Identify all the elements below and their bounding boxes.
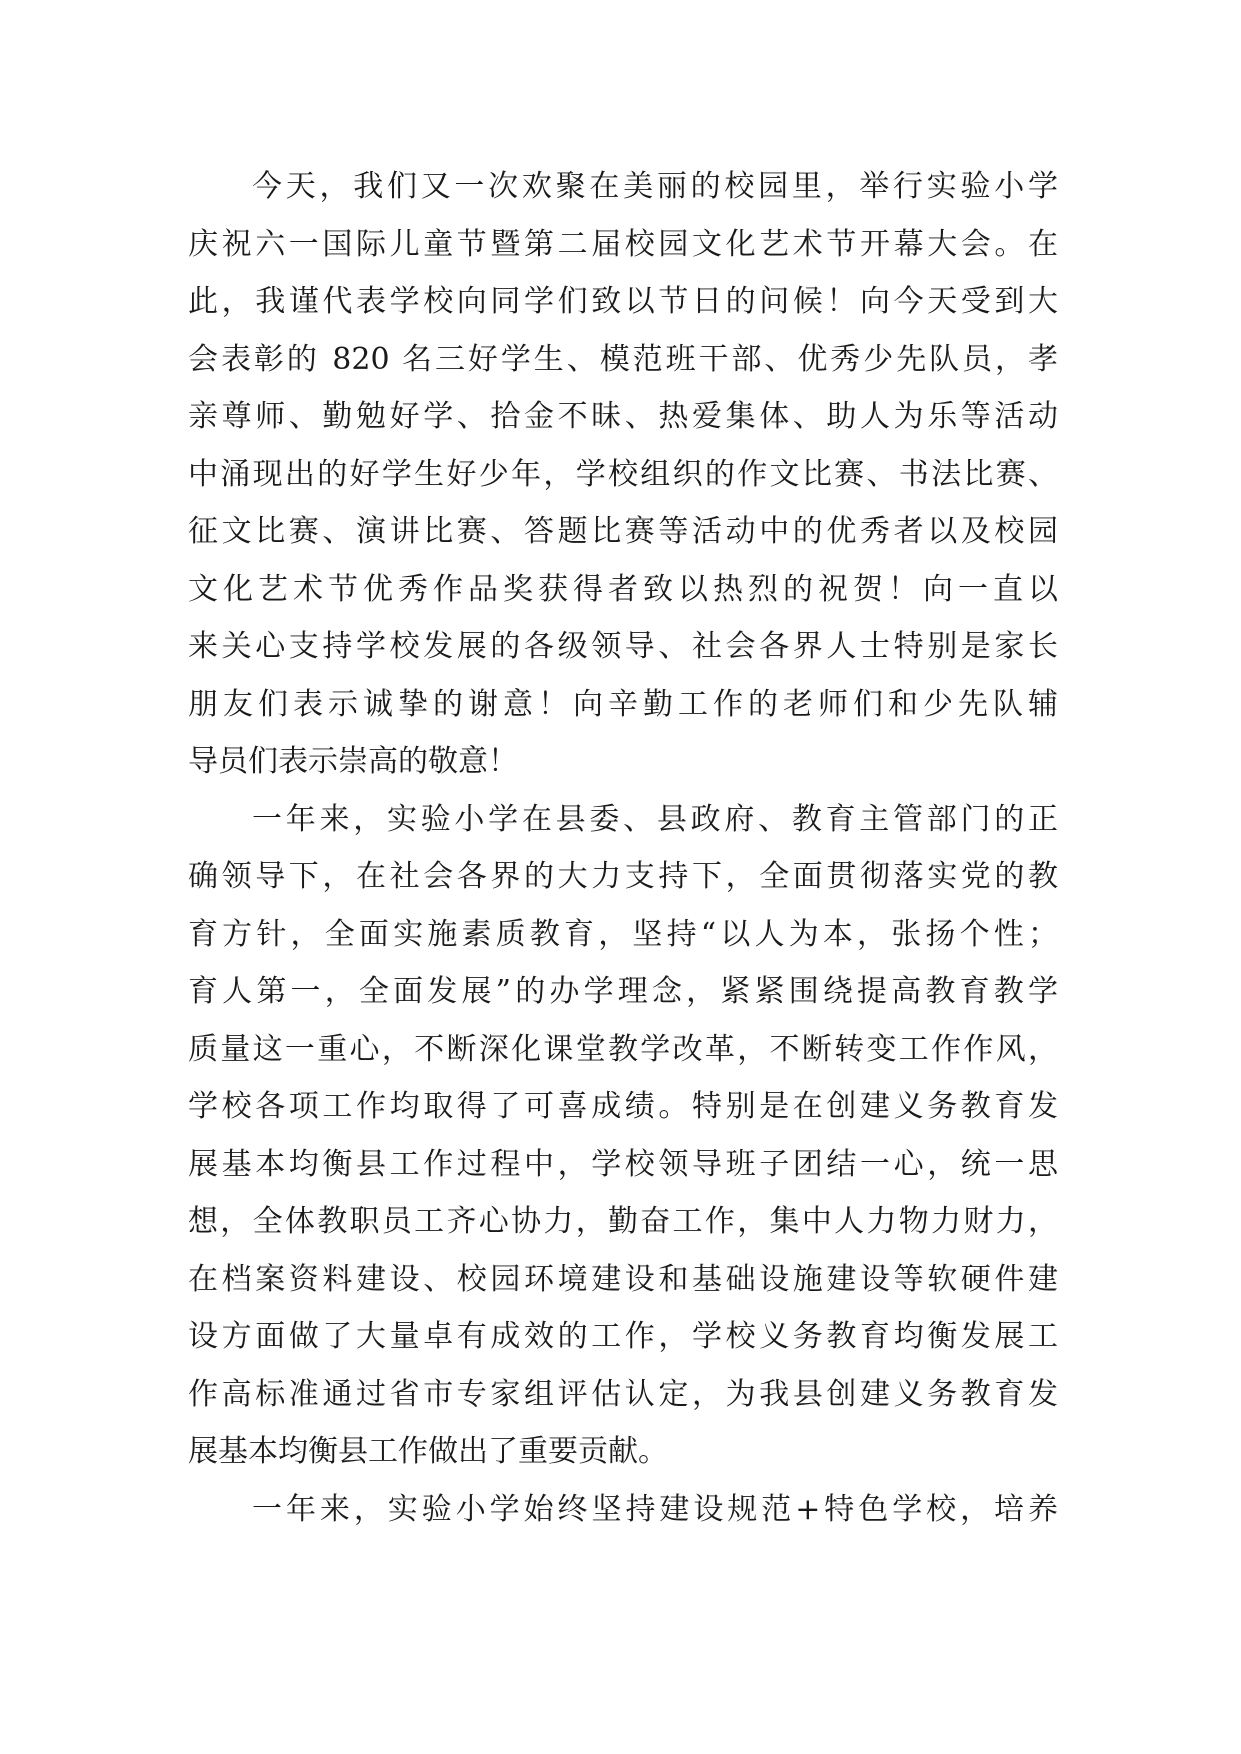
text-line: 设方面做了大量卓有成效的工作，学校义务教育均衡发展工 xyxy=(188,1319,1058,1354)
text-line: 文化艺术节优秀作品奖获得者致以热烈的祝贺！向一直以 xyxy=(188,571,1058,607)
text-line: 想，全体教职员工齐心协力，勤奋工作，集中人力物力财力， xyxy=(188,1204,1058,1239)
text-line: 征文比赛、演讲比赛、答题比赛等活动中的优秀者以及校园 xyxy=(188,514,1058,549)
text-line: 作高标准通过省市专家组评估认定，为我县创建义务教育发 xyxy=(188,1376,1058,1412)
text-line: 育方针，全面实施素质教育，坚持“以人为本，张扬个性； xyxy=(188,916,1058,952)
text-line: 今天，我们又一次欢聚在美丽的校园里，举行实验小学 xyxy=(252,169,1058,204)
body-text xyxy=(188,158,1058,1538)
text-line: 庆祝六一国际儿童节暨第二届校园文化艺术节开幕大会。在 xyxy=(188,226,1058,262)
text-line: 在档案资料建设、校园环境建设和基础设施建设等软硬件建 xyxy=(188,1261,1058,1297)
text-line: 会表彰的 820 名三好学生、模范班干部、优秀少先队员，孝 xyxy=(188,341,1058,377)
text-line: 朋友们表示诚挚的谢意！向辛勤工作的老师们和少先队辅 xyxy=(188,686,1058,722)
text-line: 一年来，实验小学始终坚持建设规范+特色学校，培养 xyxy=(252,1491,1058,1527)
text-line: 展基本均衡县工作做出了重要贡献。 xyxy=(188,1434,668,1469)
text-line: 中涌现出的好学生好少年，学校组织的作文比赛、书法比赛、 xyxy=(188,456,1058,492)
text-line: 展基本均衡县工作过程中，学校领导班子团结一心，统一思 xyxy=(188,1146,1058,1182)
text-line: 育人第一，全面发展”的办学理念，紧紧围绕提高教育教学 xyxy=(188,974,1058,1009)
text-line: 一年来，实验小学在县委、县政府、教育主管部门的正 xyxy=(252,801,1058,837)
text-line: 导员们表示崇高的敬意！ xyxy=(188,744,518,779)
text-line: 确领导下，在社会各界的大力支持下，全面贯彻落实党的教 xyxy=(188,859,1058,894)
text-line: 质量这一重心，不断深化课堂教学改革，不断转变工作作风， xyxy=(188,1031,1058,1067)
text-line: 学校各项工作均取得了可喜成绩。特别是在创建义务教育发 xyxy=(188,1089,1058,1124)
text-line: 来关心支持学校发展的各级领导、社会各界人士特别是家长 xyxy=(188,629,1058,664)
text-line: 此，我谨代表学校向同学们致以节日的问候！向今天受到大 xyxy=(188,284,1058,319)
text-line: 亲尊师、勤勉好学、拾金不昧、热爱集体、助人为乐等活动 xyxy=(188,399,1058,434)
